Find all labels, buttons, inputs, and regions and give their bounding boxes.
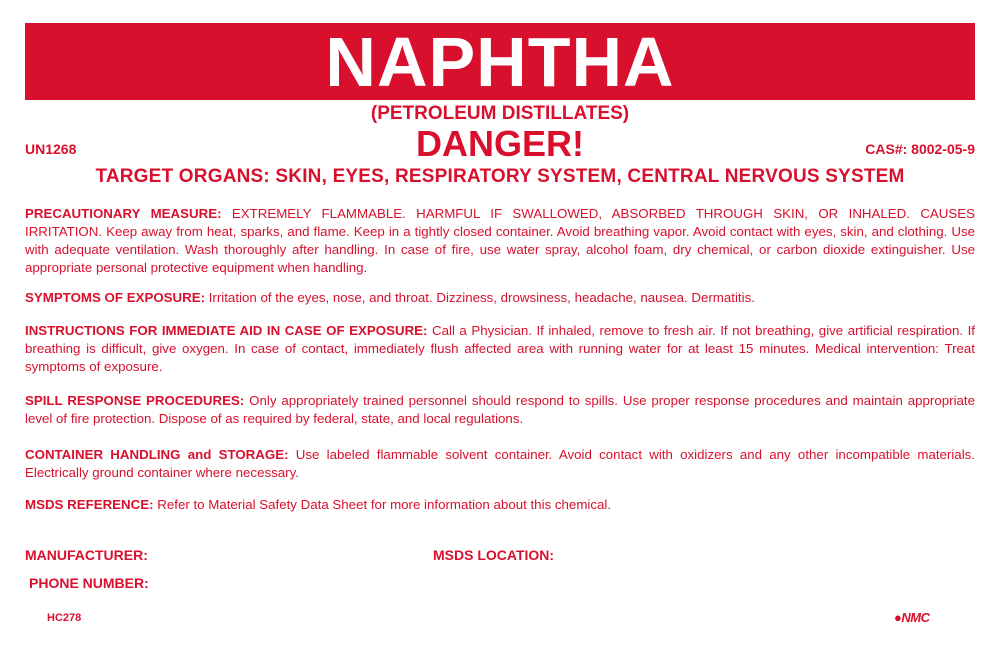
handling-text: Use labeled flammable solvent container. Avoid contact with oxidizers and any other incompatible materials. Electrically ground container where necessary.	[25, 447, 976, 480]
msds-reference-section	[25, 496, 975, 514]
chemical-name: NAPHTHA	[325, 22, 675, 101]
product-code: HC278	[47, 612, 82, 624]
precautionary-section	[25, 205, 975, 277]
chemical-subtitle: (PETROLEUM DISTILLATES)	[370, 103, 630, 124]
phone-number-label: PHONE NUMBER:	[29, 575, 149, 591]
symptoms-label: SYMPTOMS OF EXPOSURE:	[25, 290, 206, 305]
cas-number: CAS#: 8002-05-9	[865, 141, 975, 157]
first-aid-label: INSTRUCTIONS FOR IMMEDIATE AID IN CASE OF EXPOSURE:	[25, 323, 428, 338]
spill-label: SPILL RESPONSE PROCEDURES:	[25, 393, 245, 408]
symptoms-text: Irritation of the eyes, nose, and throat. Dizziness, drowsiness, headache, nausea. Dermatitis.	[205, 290, 755, 305]
un-number: UN1268	[25, 141, 77, 157]
first-aid-text: Call a Physician. If inhaled, remove to fresh air. If not breathing, give artificial respiration. If breathing is difficult, give oxygen. In case of contact, immediately flush affected area with running water for at least 15 minutes. Medical intervention: Treat symptoms of exposure.	[25, 323, 975, 374]
brand-name: NMC	[901, 610, 930, 625]
msds-reference-text: Refer to Material Safety Data Sheet for more information about this chemical.	[153, 497, 612, 512]
signal-word: DANGER!	[416, 123, 584, 164]
target-organs: TARGET ORGANS: SKIN, EYES, RESPIRATORY SYSTEM, CENTRAL NERVOUS SYSTEM	[95, 166, 905, 187]
msds-location-label: MSDS LOCATION:	[433, 547, 555, 563]
spill-text: Only appropriately trained personnel should respond to spills. Use proper response procedures and maintain appropriate level of fire protection. Dispose of as required by federal, state, and local regulations.	[25, 393, 976, 426]
precautionary-text: EXTREMELY FLAMMABLE. HARMFUL IF SWALLOWED, ABSORBED THROUGH SKIN, OR INHALED. CAUSES IRRITATION. Keep away from heat, sparks, and flame. Keep in a tightly closed container. Avoid breathing vapor. Avoid contact with eyes, skin, and clothing. Use with adequate ventilation. Wash thoroughly after handling. In case of fire, use water spray, alcohol foam, dry chemical, or carbon dioxide extinguisher. Use appropriate personal protective equipment when handling.	[25, 206, 975, 275]
title-banner	[25, 23, 975, 100]
manufacturer-label: MANUFACTURER:	[25, 547, 148, 563]
first-aid-section	[25, 322, 975, 376]
brand-logo-swoosh-icon: ●	[894, 610, 902, 625]
handling-section	[25, 446, 975, 482]
symptoms-section	[25, 289, 975, 307]
precautionary-label: PRECAUTIONARY MEASURE:	[25, 206, 222, 221]
msds-reference-label: MSDS REFERENCE:	[25, 497, 154, 512]
spill-section	[25, 392, 975, 428]
brand-logo	[894, 610, 929, 625]
handling-label: CONTAINER HANDLING and STORAGE:	[25, 447, 289, 462]
